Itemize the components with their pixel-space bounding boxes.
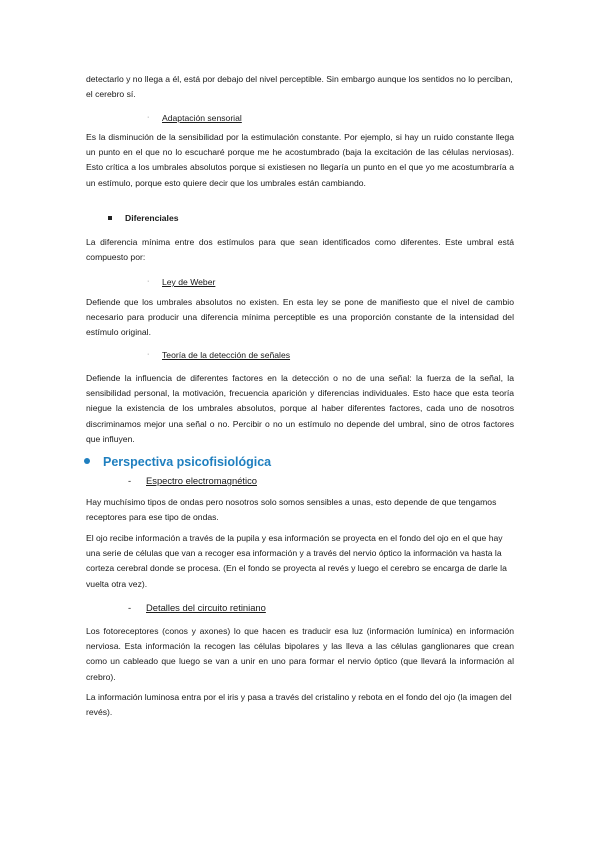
paragraph-fotoreceptores: Los fotoreceptores (conos y axones) lo que hacen es traducir esa luz (información lumínica) en información nerviosa. Esta información la recogen las células bipolares y las lleva a las células ganglionares que crean como un cableado que luego se van a unir en uno para formar el nervio óptico (que llevará la información al crebro). [86,626,514,682]
heading-circuito-label: Detalles del circuito retiniano [146,602,266,613]
bullet-mark-icon: · [147,351,150,358]
paragraph-diferenciales: La diferencia mínima entre dos estímulos para que sean identificados como diferentes. Este umbral está compuesto por: [86,237,514,263]
paragraph-senales: Defiende la influencia de diferentes factores en la detección o no de una señal: la fuerza de la señal, la sensibilidad personal, la motivación, frecuencia aparición y diferencias individuales. Esto hace que esta teoría niegue la existencia de los umbrales absolutos, porque al haber diferentes factores, cada uno de nosotros discriminamos mejor una señal o no. Percibir o no un estímulo no depende del umbral, sino de otros factores que influyen. [86,373,514,444]
heading-espectro-label: Espectro electromagnético [146,475,257,486]
heading-weber-label: Ley de Weber [162,277,216,287]
dash-mark-icon: - [128,475,132,486]
paragraph-luz: La información luminosa entra por el iris y pasa a través del cristalino y rebota en el fondo del ojo (la imagen del revés). [86,692,512,718]
paragraph-espectro: Hay muchísimo tipos de ondas pero nosotros solo somos sensibles a unas, esto depende de que tengamos receptores para ese tipo de ondas. [86,497,497,523]
bullet-dot-icon [84,458,90,464]
bullet-mark-icon: · [147,114,150,121]
square-bullet-icon [108,216,112,220]
paragraph-weber: Defiende que los umbrales absolutos no existen. En esta ley se pone de manifiesto que el nivel de cambio necesario para producir una diferencia mínima perceptible es una proporción constante de la intensidad del estímulo original. [86,297,514,338]
heading-adaptacion-label: Adaptación sensorial [162,113,242,123]
heading-espectro [128,474,257,487]
heading-senales [147,349,291,361]
paragraph-ojo: El ojo recibe información a través de la pupila y esa información se proyecta en el fondo del ojo en el que hay una serie de células que van a recoger esa información y a través del nervio óptico la información va hasta la corteza cerebral donde se procesa. (En el fondo se proyecta al revés y luego el cerebro se encarga de darle la vuelta otra vez). [86,533,507,589]
bullet-mark-icon: · [147,278,150,285]
dash-mark-icon: - [128,602,132,613]
heading-weber [147,276,216,288]
heading-circuito [128,601,266,614]
heading-adaptacion [147,112,242,124]
paragraph-intro: detectarlo y no llega a él, está por debajo del nivel perceptible. Sin embargo aunque los sentidos no lo perciban, el cerebro sí. [86,74,513,100]
heading-senales-label: Teoría de la detección de señales [162,350,291,360]
heading-diferenciales: Diferenciales [125,213,179,223]
paragraph-adaptacion: Es la disminución de la sensibilidad por la estimulación constante. Por ejemplo, si hay un ruido constante llega un punto en el que no lo escucharé porque me he acostumbrado (baja la excitación de las células nerviosas). Esto crítica a los umbrales absolutos porque si existiesen no llegaría un punto en el que yo me acostumbraría a un estímulo, porque esto quiere decir que los umbrales están cambiando. [86,132,514,188]
heading-perspectiva-label: Perspectiva psicofisiológica [103,455,272,469]
heading-perspectiva [103,455,271,469]
